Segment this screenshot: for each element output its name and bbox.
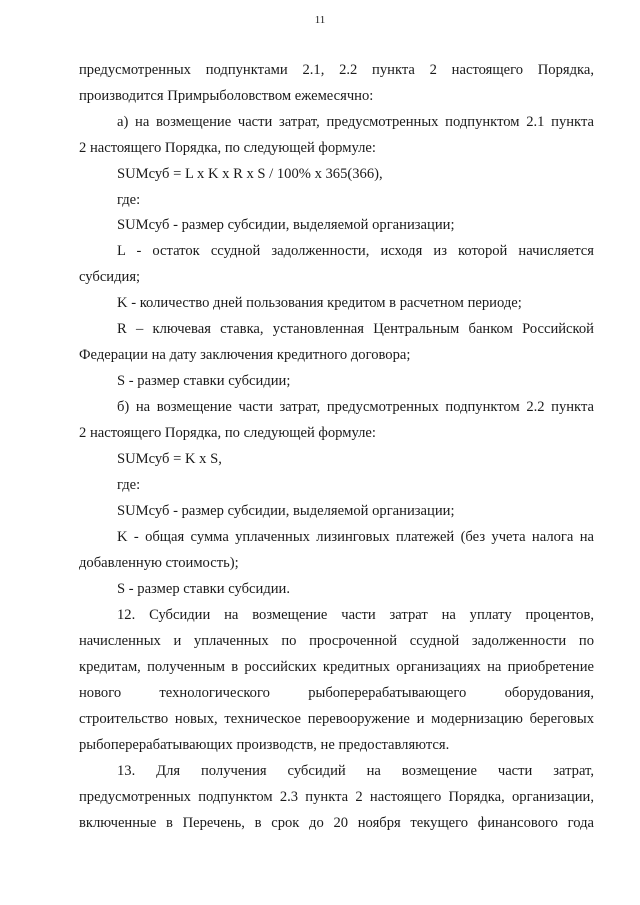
text-line: предусмотренных подпунктом 2.3 пункта 2 настоящего Порядка, организации, bbox=[79, 789, 594, 805]
text-line: добавленную стоимость); bbox=[79, 555, 239, 571]
text-line: SUMсуб - размер субсидии, выделяемой организации; bbox=[117, 503, 455, 519]
text-line: L - остаток ссудной задолженности, исходя из которой начисляется bbox=[117, 243, 594, 259]
text-line: где: bbox=[117, 477, 141, 493]
text-line: субсидия; bbox=[79, 269, 141, 285]
formula-line: SUMсуб = L x K x R x S / 100% x 365(366), bbox=[117, 166, 383, 182]
text-line: 13. Для получения субсидий на возмещение части затрат, bbox=[117, 763, 594, 779]
page-number: 11 bbox=[314, 14, 326, 26]
text-line: нового технологического рыбоперерабатывающего оборудования, bbox=[79, 685, 594, 701]
text-line: б) на возмещение части затрат, предусмотренных подпунктом 2.2 пункта bbox=[117, 399, 594, 415]
text-line: а) на возмещение части затрат, предусмотренных подпунктом 2.1 пункта bbox=[117, 114, 594, 130]
text-line: включенные в Перечень, в срок до 20 ноября текущего финансового года bbox=[79, 815, 594, 831]
text-line: 12. Субсидии на возмещение части затрат на уплату процентов, bbox=[117, 607, 594, 623]
text-line: K - общая сумма уплаченных лизинговых платежей (без учета налога на bbox=[117, 529, 594, 545]
text-line: начисленных и уплаченных по просроченной ссудной задолженности по bbox=[79, 633, 594, 649]
text-line: Федерации на дату заключения кредитного договора; bbox=[79, 347, 411, 363]
text-line: рыбоперерабатывающих производств, не предоставляются. bbox=[79, 737, 450, 753]
text-line: где: bbox=[117, 192, 141, 208]
text-line: строительство новых, техническое перевооружение и модернизацию береговых bbox=[79, 711, 594, 727]
text-line: предусмотренных подпунктами 2.1, 2.2 пункта 2 настоящего Порядка, bbox=[79, 62, 594, 78]
text-line: 2 настоящего Порядка, по следующей формуле: bbox=[79, 140, 376, 156]
text-line: S - размер ставки субсидии. bbox=[117, 581, 291, 597]
text-line: 2 настоящего Порядка, по следующей формуле: bbox=[79, 425, 376, 441]
text-line: R – ключевая ставка, установленная Центральным банком Российской bbox=[117, 321, 594, 337]
formula-line: SUMсуб = K x S, bbox=[117, 451, 222, 467]
text-line: K - количество дней пользования кредитом в расчетном периоде; bbox=[117, 295, 522, 311]
text-line: S - размер ставки субсидии; bbox=[117, 373, 291, 389]
text-line: кредитам, полученным в российских кредитных организациях на приобретение bbox=[79, 659, 594, 675]
text-line: SUMсуб - размер субсидии, выделяемой организации; bbox=[117, 217, 455, 233]
text-line: производится Примрыболовством ежемесячно: bbox=[79, 88, 374, 104]
